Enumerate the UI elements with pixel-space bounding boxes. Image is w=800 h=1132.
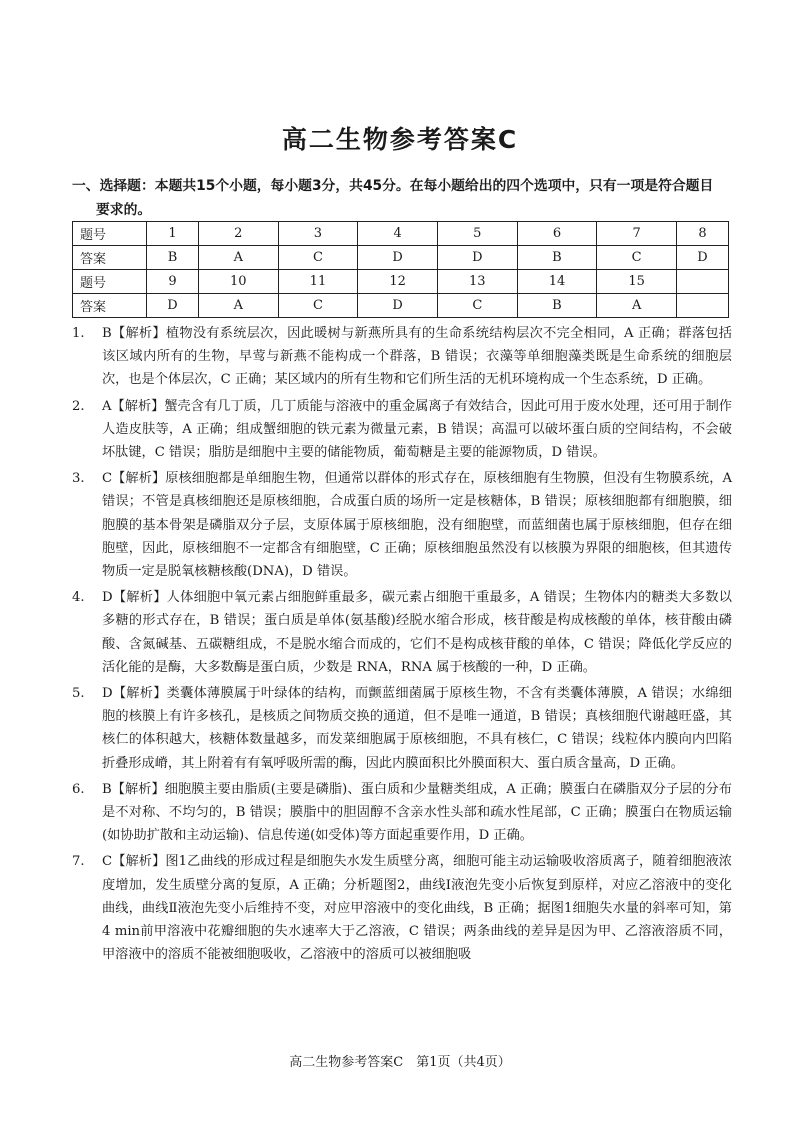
question-number-cell: 13 [437, 270, 517, 294]
answer-cell: D [676, 246, 728, 270]
explanation-list [72, 322, 732, 969]
answer-cell [676, 294, 728, 318]
explanation-item [72, 778, 732, 848]
question-number-cell: 6 [517, 222, 597, 246]
answer-cell: C [597, 246, 677, 270]
question-number-cell: 1 [147, 222, 199, 246]
question-number-cell: 10 [198, 270, 278, 294]
explanation-item [72, 586, 732, 679]
answer-cell: D [437, 246, 517, 270]
explanation-item [72, 682, 732, 775]
answer-cell: D [147, 294, 199, 318]
answer-table-row [73, 222, 729, 246]
item-text: C【解析】图1乙曲线的形成过程是细胞失水发生质壁分离，细胞可能主动运输吸收溶质离子，随着细胞液浓度增加，发生质壁分离的复原，A 正确；分析题图2，曲线Ⅰ液泡先变小后恢复到原样，对应乙溶液中的变化曲线，曲线Ⅱ液泡先变小后维持不变，对应甲溶液中的变化曲线，B 正确；据图1细胞失水量的斜率可知，第4 min前甲溶液中花瓣细胞的失水速率大于乙溶液，C 错误；两条曲线的差异是因为甲、乙溶液溶质不同，甲溶液中的溶质不能被细胞吸收，乙溶液中的溶质可以被细胞吸 [102, 854, 732, 963]
explanation-item [72, 850, 732, 966]
explanation-item [72, 467, 732, 583]
question-number-cell: 11 [278, 270, 358, 294]
answer-cell: C [437, 294, 517, 318]
question-number-cell: 5 [437, 222, 517, 246]
section-heading: 一、选择题：本题共15个小题，每小题3分，共45分。在每小题给出的四个选项中，只有一项是符合题目要求的。 [72, 178, 714, 218]
item-text: D【解析】类囊体薄膜属于叶绿体的结构，而颤蓝细菌属于原核生物，不含有类囊体薄膜，A 错误；水绵细胞的核膜上有许多核孔，是核质之间物质交换的通道，但不是唯一通道，B 错误；真核细胞代谢越旺盛，其核仁的体积越大，核糖体数量越多，而发菜细胞属于原核细胞，不具有核仁，C 错误；线粒体内膜向内凹陷折叠形成嵴，其上附着有有氧呼吸所需的酶，因此内膜面积比外膜面积大、蛋白质含量高，D 正确。 [102, 686, 732, 771]
answer-cell: C [278, 246, 358, 270]
answer-cell: D [358, 246, 438, 270]
question-number-cell: 15 [597, 270, 677, 294]
question-number-cell: 7 [597, 222, 677, 246]
item-number: 6. [72, 781, 85, 797]
answer-cell: B [517, 294, 597, 318]
answer-cell: B [147, 246, 199, 270]
answer-cell: A [597, 294, 677, 318]
answer-table [72, 221, 729, 318]
answer-cell: D [358, 294, 438, 318]
answer-cell: B [517, 246, 597, 270]
question-number-cell: 14 [517, 270, 597, 294]
item-text: B【解析】细胞膜主要由脂质(主要是磷脂)、蛋白质和少量糖类组成，A 正确；膜蛋白在磷脂双分子层的分布是不对称、不均匀的，B 错误；膜脂中的胆固醇不含亲水性头部和疏水性尾部，C 正确；膜蛋白在物质运输(如协助扩散和主动运输)、信息传递(如受体)等方面起重要作用，D 正确。 [102, 781, 732, 844]
row-label: 题号 [73, 270, 147, 294]
item-number: 3. [72, 471, 85, 487]
row-label: 题号 [73, 222, 147, 246]
question-number-cell: 2 [198, 222, 278, 246]
answer-table-row [73, 294, 729, 318]
item-number: 5. [72, 686, 85, 702]
answer-cell: A [198, 294, 278, 318]
item-number: 7. [72, 854, 85, 870]
item-number: 4. [72, 590, 85, 606]
item-text: C【解析】原核细胞都是单细胞生物，但通常以群体的形式存在，原核细胞有生物膜，但没有生物膜系统，A 错误；不管是真核细胞还是原核细胞，合成蛋白质的场所一定是核糖体，B 错误；原核细胞都有细胞膜，细胞膜的基本骨架是磷脂双分子层，支原体属于原核细胞，没有细胞壁，而蓝细菌也属于原核细胞，但存在细胞壁，因此，原核细胞不一定都含有细胞壁，C 正确；原核细胞虽然没有以核膜为界限的细胞核，但其遗传物质一定是脱氧核糖核酸(DNA)，D 错误。 [102, 471, 732, 580]
question-number-cell: 9 [147, 270, 199, 294]
item-text: D【解析】人体细胞中氧元素占细胞鲜重最多，碳元素占细胞干重最多，A 错误；生物体内的糖类大多数以多糖的形式存在，B 错误；蛋白质是单体(氨基酸)经脱水缩合形成，核苷酸是构成核酸的单体，核苷酸由磷酸、含氮碱基、五碳糖组成，不是脱水缩合而成的，它们不是构成核苷酸的单体，C 错误；降低化学反应的活化能的是酶，大多数酶是蛋白质，少数是 RNA，RNA 属于核酸的一种，D 正确。 [102, 590, 732, 675]
explanation-item [72, 395, 732, 465]
page-footer: 高二生物参考答案C 第1页（共4页） [289, 1055, 511, 1070]
question-number-cell [676, 270, 728, 294]
answer-table-row [73, 270, 729, 294]
question-number-cell: 3 [278, 222, 358, 246]
answer-cell: A [198, 246, 278, 270]
item-number: 1. [72, 326, 85, 341]
item-text: A【解析】蟹壳含有几丁质，几丁质能与溶液中的重金属离子有效结合，因此可用于废水处理，还可用于制作人造皮肤等，A 正确；组成蟹细胞的铁元素为微量元素，B 错误；高温可以破坏蛋白质的空间结构，不会破坏肽键，C 错误；脂肪是细胞中主要的储能物质，葡萄糖是主要的能源物质，D 错误。 [102, 398, 732, 461]
question-number-cell: 12 [358, 270, 438, 294]
row-label: 答案 [73, 294, 147, 318]
question-number-cell: 8 [676, 222, 728, 246]
question-number-cell: 4 [358, 222, 438, 246]
item-number: 2. [72, 398, 85, 414]
answer-cell: C [278, 294, 358, 318]
item-text: B【解析】植物没有系统层次，因此暖树与新燕所具有的生命系统结构层次不完全相同，A 正确；群落包括该区域内所有的生物，早莺与新燕不能构成一个群落，B 错误；衣藻等单细胞藻类既是生命系统的细胞层次，也是个体层次，C 正确；某区域内的所有生物和它们所生活的无机环境构成一个生态系统，D 正确。 [102, 326, 732, 388]
answer-table-row [73, 246, 729, 270]
page-title: 高二生物参考答案C [281, 125, 519, 154]
row-label: 答案 [73, 246, 147, 270]
explanation-item [72, 322, 732, 392]
